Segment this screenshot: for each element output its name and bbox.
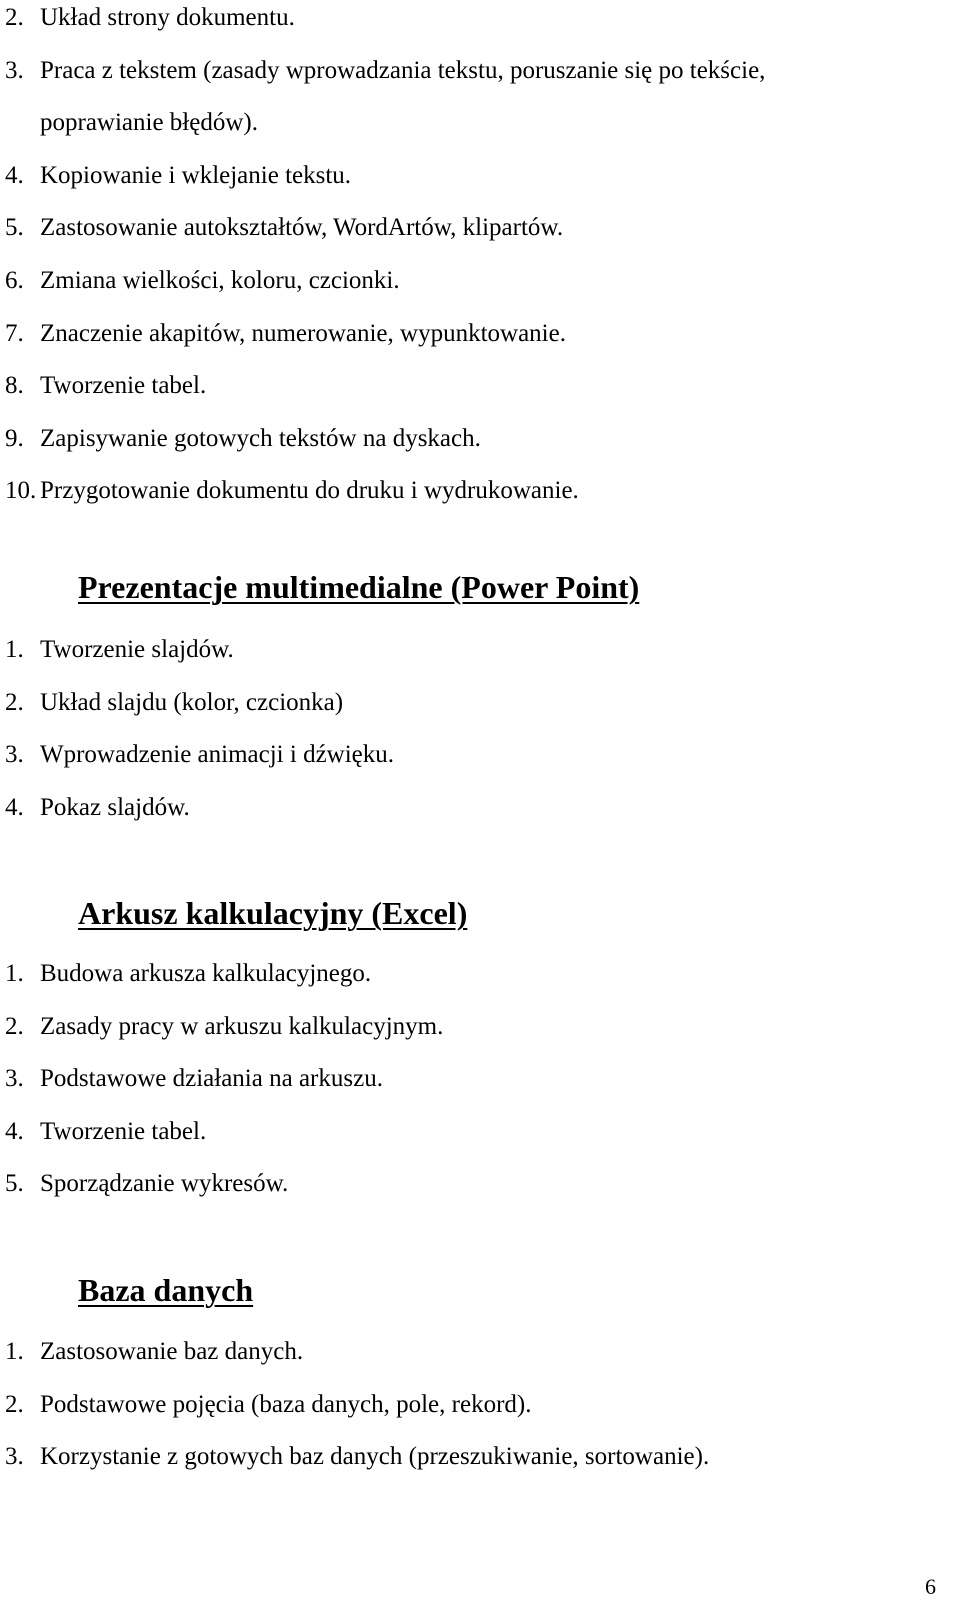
- list-item-number: 2.: [5, 688, 24, 716]
- list-item-number: 4.: [5, 161, 24, 189]
- list-item-text: Układ strony dokumentu.: [40, 4, 295, 31]
- list-item-text: Tworzenie slajdów.: [40, 636, 234, 663]
- list-item-text: Praca z tekstem (zasady wprowadzania tekstu, poruszanie się po tekście,: [40, 56, 766, 84]
- list-item-text: Podstawowe działania na arkuszu.: [40, 1065, 383, 1093]
- list-item-number: 2.: [5, 4, 24, 31]
- list-item-text: Znaczenie akapitów, numerowanie, wypunktowanie.: [40, 319, 566, 347]
- list-item-number: 3.: [5, 1443, 24, 1471]
- list-item-number: 1.: [5, 1338, 24, 1365]
- list-item-number: 2.: [5, 1390, 24, 1418]
- list-item-text: Pokaz slajdów.: [40, 793, 190, 821]
- list-item-number: 3.: [5, 1065, 24, 1093]
- list-item-number: 10.: [5, 477, 37, 505]
- list-item-number: 3.: [5, 56, 24, 84]
- list-item-text: Kopiowanie i wklejanie tekstu.: [40, 161, 352, 189]
- list-item-number: 9.: [5, 424, 24, 452]
- list-item-text: Zmiana wielkości, koloru, czcionki.: [40, 266, 400, 294]
- list-item-text: Sporządzanie wykresów.: [40, 1170, 289, 1198]
- list-item-text: Tworzenie tabel.: [40, 1117, 207, 1145]
- section-heading-powerpoint: Prezentacje multimedialne (Power Point): [78, 569, 640, 605]
- list-item-text: Budowa arkusza kalkulacyjnego.: [40, 960, 372, 987]
- page-number: 6: [925, 1574, 936, 1599]
- list-item-number: 8.: [5, 372, 24, 400]
- list-item-text: Przygotowanie dokumentu do druku i wydrukowanie.: [40, 477, 579, 505]
- list-item-text: Wprowadzenie animacji i dźwięku.: [40, 741, 395, 769]
- list-item-number: 5.: [5, 214, 24, 242]
- list-item-text: Podstawowe pojęcia (baza danych, pole, rekord).: [40, 1390, 532, 1418]
- list-item-number: 7.: [5, 319, 24, 347]
- list-item-number: 2.: [5, 1012, 24, 1040]
- list-item-text: Zastosowanie autokształtów, WordArtów, klipartów.: [40, 214, 564, 242]
- list-item-number: 5.: [5, 1170, 24, 1198]
- list-item-text: Zastosowanie baz danych.: [40, 1338, 304, 1365]
- list-item-text: Korzystanie z gotowych baz danych (przeszukiwanie, sortowanie).: [40, 1443, 710, 1471]
- list-item-number: 6.: [5, 266, 24, 294]
- list-item-number: 3.: [5, 741, 24, 769]
- list-item-text: poprawianie błędów).: [40, 109, 258, 137]
- section-heading-excel: Arkusz kalkulacyjny (Excel): [78, 895, 468, 931]
- list-item-number: 4.: [5, 793, 24, 821]
- section-heading-database: Baza danych: [78, 1272, 254, 1308]
- list-item-number: 1.: [5, 636, 24, 663]
- list-item-text: Zapisywanie gotowych tekstów na dyskach.: [40, 424, 481, 452]
- list-item-text: Tworzenie tabel.: [40, 372, 207, 400]
- list-item-number: 1.: [5, 960, 24, 987]
- list-item-text: Układ slajdu (kolor, czcionka): [40, 688, 344, 716]
- list-item-number: 4.: [5, 1117, 24, 1145]
- list-item-text: Zasady pracy w arkuszu kalkulacyjnym.: [40, 1012, 444, 1040]
